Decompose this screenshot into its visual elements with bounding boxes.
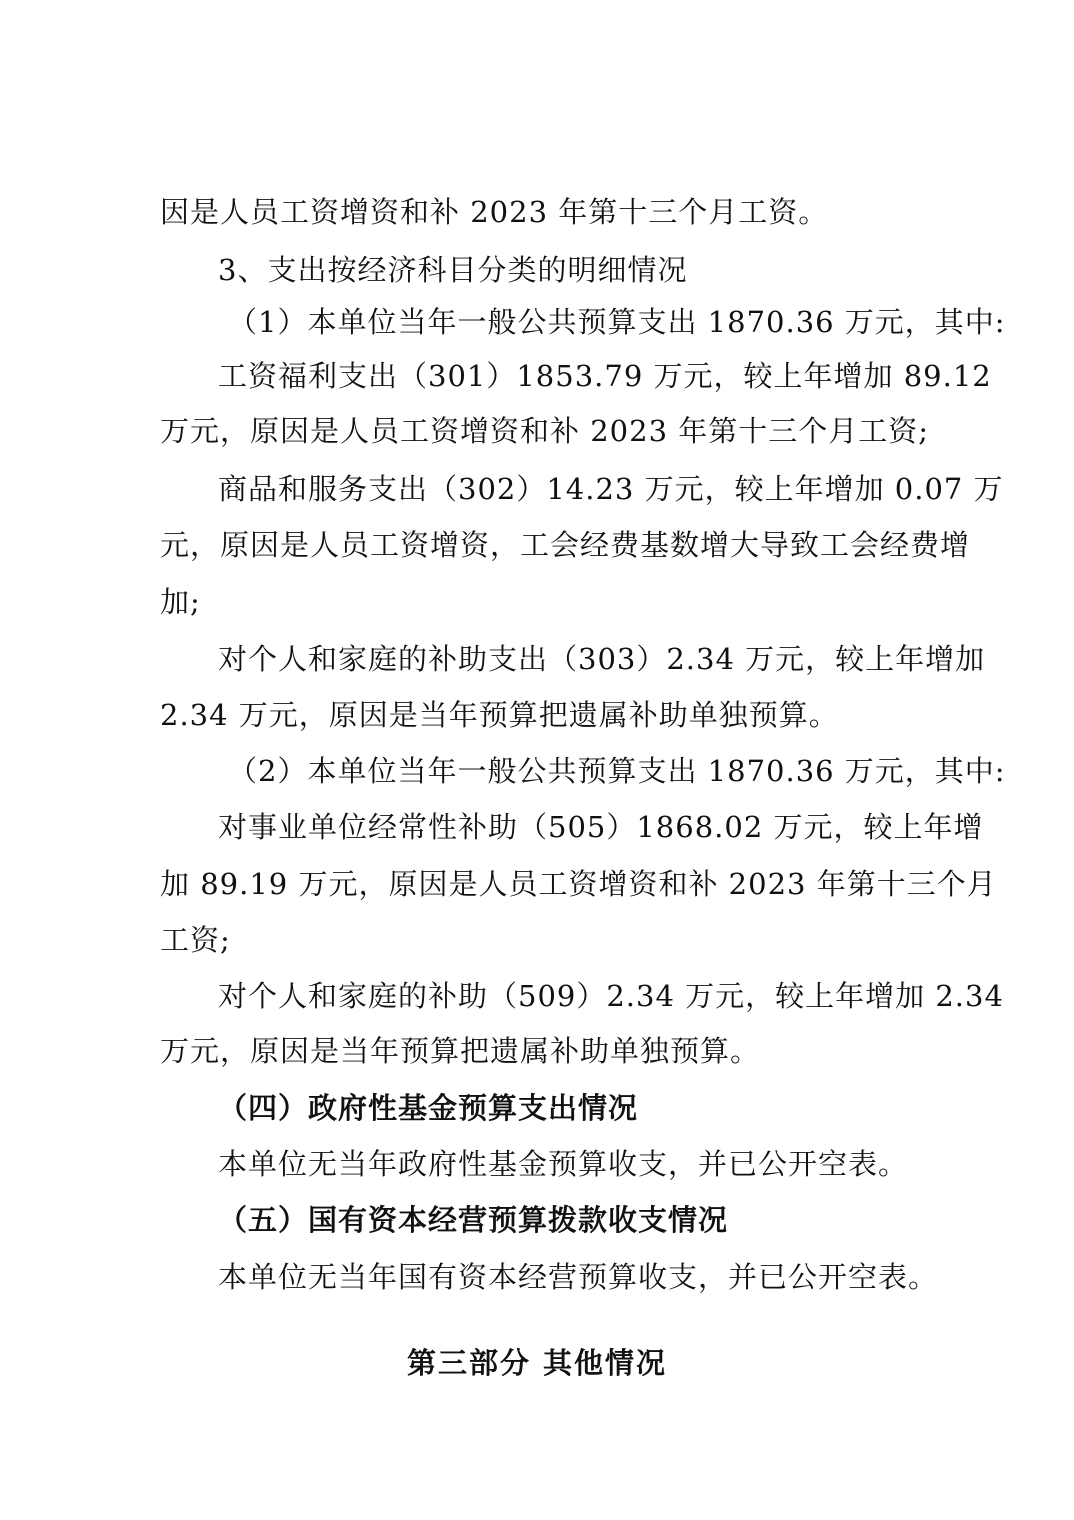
section-subheading: 3、支出按经济科目分类的明细情况: [218, 253, 688, 287]
paragraph-line: 本单位无当年国有资本经营预算收支，并已公开空表。: [218, 1260, 939, 1294]
paragraph-line: （2）本单位当年一般公共预算支出 1870.36 万元，其中:: [228, 754, 1006, 788]
paragraph-line: 对事业单位经常性补助（505）1868.02 万元，较上年增: [218, 810, 984, 844]
paragraph-line: 加 89.19 万元，原因是人员工资增资和补 2023 年第十三个月: [160, 867, 997, 901]
paragraph-line: 万元，原因是人员工资增资和补 2023 年第十三个月工资;: [160, 414, 930, 448]
paragraph-line: 万元，原因是当年预算把遗属补助单独预算。: [160, 1034, 761, 1068]
paragraph-line: 元，原因是人员工资增资，工会经费基数增大导致工会经费增: [160, 528, 971, 562]
paragraph-line: 2.34 万元，原因是当年预算把遗属补助单独预算。: [160, 698, 839, 732]
paragraph-line: （1）本单位当年一般公共预算支出 1870.36 万元，其中:: [228, 305, 1006, 339]
paragraph-line: 工资;: [160, 923, 231, 957]
paragraph-line: 加;: [160, 585, 201, 619]
section-heading: （五）国有资本经营预算拨款收支情况: [218, 1203, 729, 1237]
paragraph-line: 工资福利支出（301）1853.79 万元，较上年增加 89.12: [218, 359, 992, 393]
paragraph-line: 因是人员工资增资和补 2023 年第十三个月工资。: [160, 195, 829, 229]
paragraph-line: 商品和服务支出（302）14.23 万元，较上年增加 0.07 万: [218, 472, 1004, 506]
section-heading: （四）政府性基金预算支出情况: [218, 1091, 639, 1125]
part-heading: 第三部分 其他情况: [406, 1346, 668, 1380]
paragraph-line: 本单位无当年政府性基金预算收支，并已公开空表。: [218, 1147, 909, 1181]
paragraph-line: 对个人和家庭的补助支出（303）2.34 万元，较上年增加: [218, 642, 986, 676]
paragraph-line: 对个人和家庭的补助（509）2.34 万元，较上年增加 2.34: [218, 979, 1004, 1013]
